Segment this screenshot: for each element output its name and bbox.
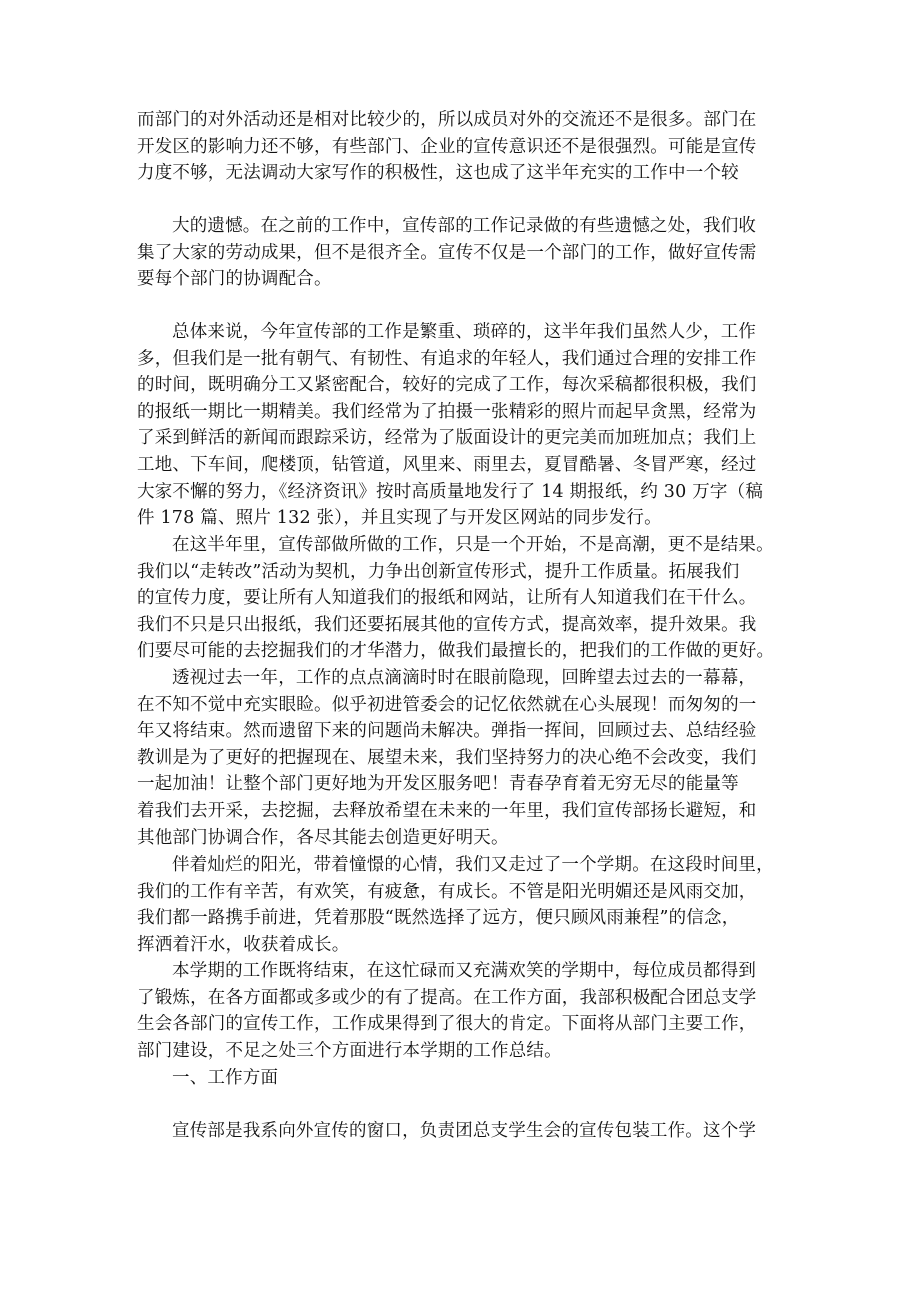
text-line: 挥洒着汗水，收获着成长。 — [137, 934, 350, 955]
text-line: 件 178 篇、照片 132 张），并且实现了与开发区网站的同步发行。 — [137, 508, 662, 529]
text-line: 力度不够，无法调动大家写作的积极性，这也成了这半年充实的工作中一个较 — [137, 163, 739, 184]
text-line: 本学期的工作既将结束，在这忙碌而又充满欢笑的学期中，每位成员都得到 — [172, 961, 757, 981]
paragraph-6 — [137, 852, 797, 958]
text-line: 宣传部是我系向外宣传的窗口，负责团总支学生会的宣传包装工作。这个学 — [172, 1121, 757, 1141]
paragraph-1 — [137, 107, 797, 187]
text-line: 总体来说，今年宣传部的工作是繁重、琐碎的，这半年我们虽然人少，工作 — [172, 322, 757, 342]
text-line: 集了大家的劳动成果，但不是很齐全。宣传不仅是一个部门的工作，做好宣传需 — [137, 242, 757, 263]
text-line: 透视过去一年，工作的点点滴滴时时在眼前隐现，回眸望去过去的一幕幕， — [172, 668, 757, 688]
text-line: 们要尽可能的去挖掘我们的才华潜力，做我们最擅长的，把我们的工作做的更好。 — [137, 641, 775, 662]
text-line: 其他部门协调合作，各尽其能去创造更好明天。 — [137, 827, 509, 848]
paragraph-5 — [137, 665, 797, 851]
text-line: 的宣传力度，要让所有人知道我们的报纸和网站，让所有人知道我们在干什么。 — [137, 588, 757, 609]
text-line: 我们以“走转改”活动为契机，力争出创新宣传形式，提升工作质量。拓展我们 — [137, 561, 740, 582]
paragraph-2 — [137, 213, 797, 293]
text-line: 部门建设，不足之处三个方面进行本学期的工作总结。 — [137, 1040, 562, 1061]
text-line: 生会各部门的宣传工作，工作成果得到了很大的肯定。下面将从部门主要工作， — [137, 1014, 757, 1035]
text-line: 了锻炼，在各方面都或多或少的有了提高。在工作方面，我部积极配合团总支学 — [137, 987, 757, 1008]
text-line: 大家不懈的努力，《经济资讯》按时高质量地发行了 14 期报纸，约 30 万字（稿 — [137, 481, 764, 502]
text-line: 着我们去开采，去挖掘，去释放希望在未来的一年里，我们宣传部扬长避短，和 — [137, 800, 757, 821]
text-line: 的时间，既明确分工又紧密配合，较好的完成了工作，每次采稿都很积极，我们 — [137, 375, 757, 396]
text-line: 一、工作方面 — [172, 1068, 279, 1088]
paragraph-4 — [137, 532, 797, 665]
text-line: 要每个部门的协调配合。 — [137, 269, 332, 290]
text-line: 了采到鲜活的新闻而跟踪采访，经常为了版面设计的更完美而加班加点；我们上 — [137, 428, 757, 449]
section-heading — [137, 1065, 797, 1092]
paragraph-3 — [137, 319, 797, 532]
text-line: 在这半年里，宣传部做所做的工作，只是一个开始，不是高潮，更不是结果。 — [172, 535, 774, 555]
text-line: 大的遗憾。在之前的工作中，宣传部的工作记录做的有些遗憾之处，我们收 — [172, 216, 757, 236]
text-line: 在不知不觉中充实眼睑。似乎初进管委会的记忆依然就在心头展现！而匆匆的一 — [137, 694, 757, 715]
text-line: 我们不只是只出报纸，我们还要拓展其他的宣传方式，提高效率，提升效果。我 — [137, 614, 757, 635]
text-line: 开发区的影响力还不够，有些部门、企业的宣传意识还不是很强烈。可能是宣传 — [137, 136, 757, 157]
paragraph-8 — [137, 1118, 797, 1145]
text-line: 而部门的对外活动还是相对比较少的，所以成员对外的交流还不是很多。部门在 — [137, 110, 757, 130]
text-line: 我们的工作有辛苦，有欢笑，有疲惫，有成长。不管是阳光明媚还是风雨交加， — [137, 881, 757, 902]
text-line: 教训是为了更好的把握现在、展望未来，我们坚持努力的决心绝不会改变，我们 — [137, 747, 757, 768]
text-line: 多，但我们是一批有朝气、有韧性、有追求的年轻人，我们通过合理的安排工作 — [137, 348, 757, 369]
text-line: 的报纸一期比一期精美。我们经常为了拍摄一张精彩的照片而起早贪黑，经常为 — [137, 401, 757, 422]
text-line: 我们都一路携手前进，凭着那股“既然选择了远方，便只顾风雨兼程”的信念， — [137, 908, 740, 929]
text-line: 工地、下车间，爬楼顶，钻管道，风里来、雨里去，夏冒酷暑、冬冒严寒，经过 — [137, 454, 757, 475]
text-line: 一起加油！让整个部门更好地为开发区服务吧！青春孕育着无穷无尽的能量等 — [137, 774, 739, 795]
text-line: 伴着灿烂的阳光，带着憧憬的心情，我们又走过了一个学期。在这段时间里， — [172, 855, 774, 875]
text-line: 年又将结束。然而遗留下来的问题尚未解决。弹指一挥间，回顾过去、总结经验 — [137, 721, 757, 742]
paragraph-7 — [137, 958, 797, 1064]
